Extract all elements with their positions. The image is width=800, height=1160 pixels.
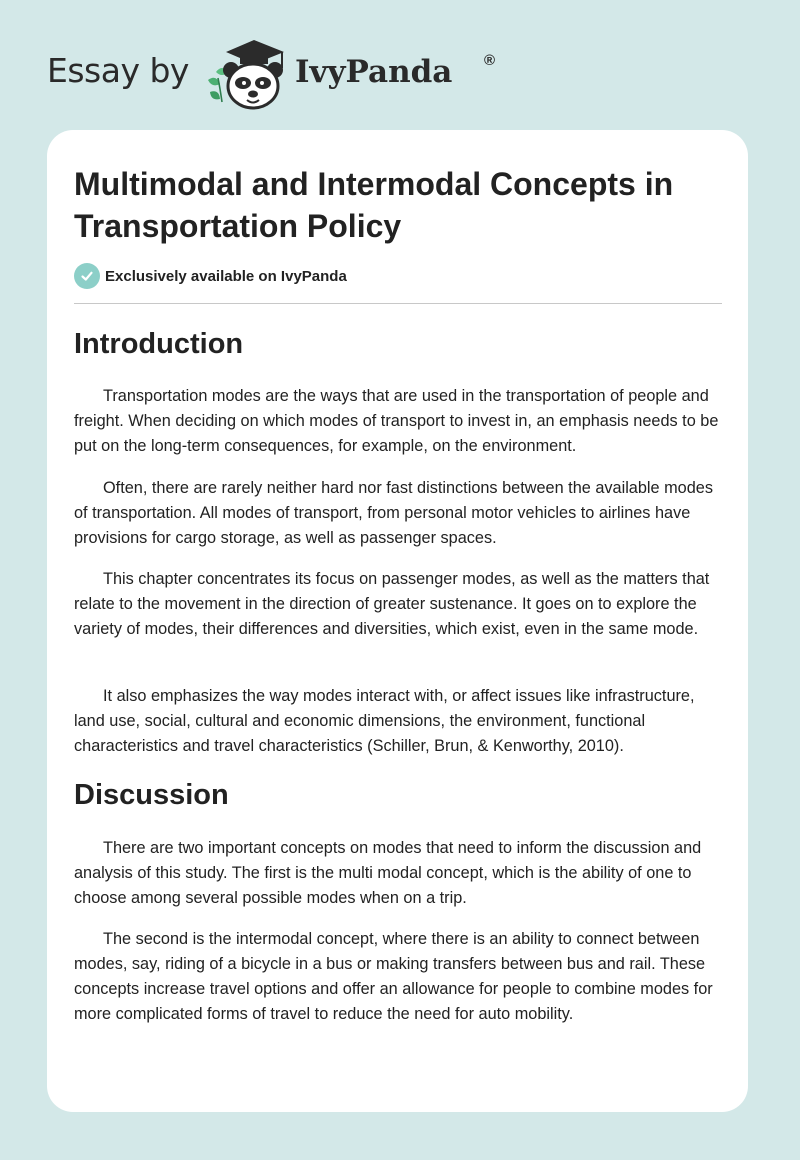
paragraph: Transportation modes are the ways that are used in the transportation of people and freight. When deciding on which modes of transport to invest in, an emphasis needs to be put on the long-term consequences, for example, on the environment.: [74, 387, 719, 455]
paragraph: It also emphasizes the way modes interact with, or affect issues like infrastructure, land use, social, cultural and economic dimensions, the environment, functional characteristics and travel characteristics (Schiller, Brun, & Kenworthy, 2010).: [74, 687, 695, 755]
exclusive-badge: [74, 263, 347, 289]
paragraph: There are two important concepts on modes that need to inform the discussion and analysis of this study. The first is the multi modal concept, which is the ability of one to choose among several possible modes when on a trip.: [74, 839, 702, 907]
checkmark-icon: [74, 263, 100, 289]
ivypanda-logo-icon[interactable]: [202, 34, 294, 112]
paragraph: The second is the intermodal concept, where there is an ability to connect between modes, say, riding of a bicycle in a bus or making transfers between bus and rail. These concepts increase travel options and offer an allowance for people to combine modes for more complicated forms of travel to reduce the need for auto mobility.: [74, 930, 713, 1023]
registered-mark: ®: [484, 52, 496, 69]
essay-by-label: Essay by: [47, 51, 189, 90]
essay-title: Multimodal and Intermodal Concepts in Transportation Policy: [74, 166, 674, 244]
section-heading: Introduction: [74, 328, 244, 360]
paragraph: This chapter concentrates its focus on passenger modes, as well as the matters that relate to the movement in the direction of greater sustenance. It goes on to explore the variety of modes, their differences and diversities, which exist, even in the same mode.: [74, 570, 710, 638]
section-heading: Discussion: [74, 779, 229, 811]
brand-name[interactable]: IvyPanda: [295, 54, 453, 90]
badge-text: Exclusively available on IvyPanda: [105, 267, 347, 285]
divider: [74, 303, 722, 304]
paragraph: Often, there are rarely neither hard nor fast distinctions between the available modes of transportation. All modes of transport, from personal motor vehicles to airlines have provisions for cargo storage, as well as passenger spaces.: [74, 479, 713, 547]
essay-card: [47, 130, 748, 1112]
site-header: [47, 34, 507, 114]
